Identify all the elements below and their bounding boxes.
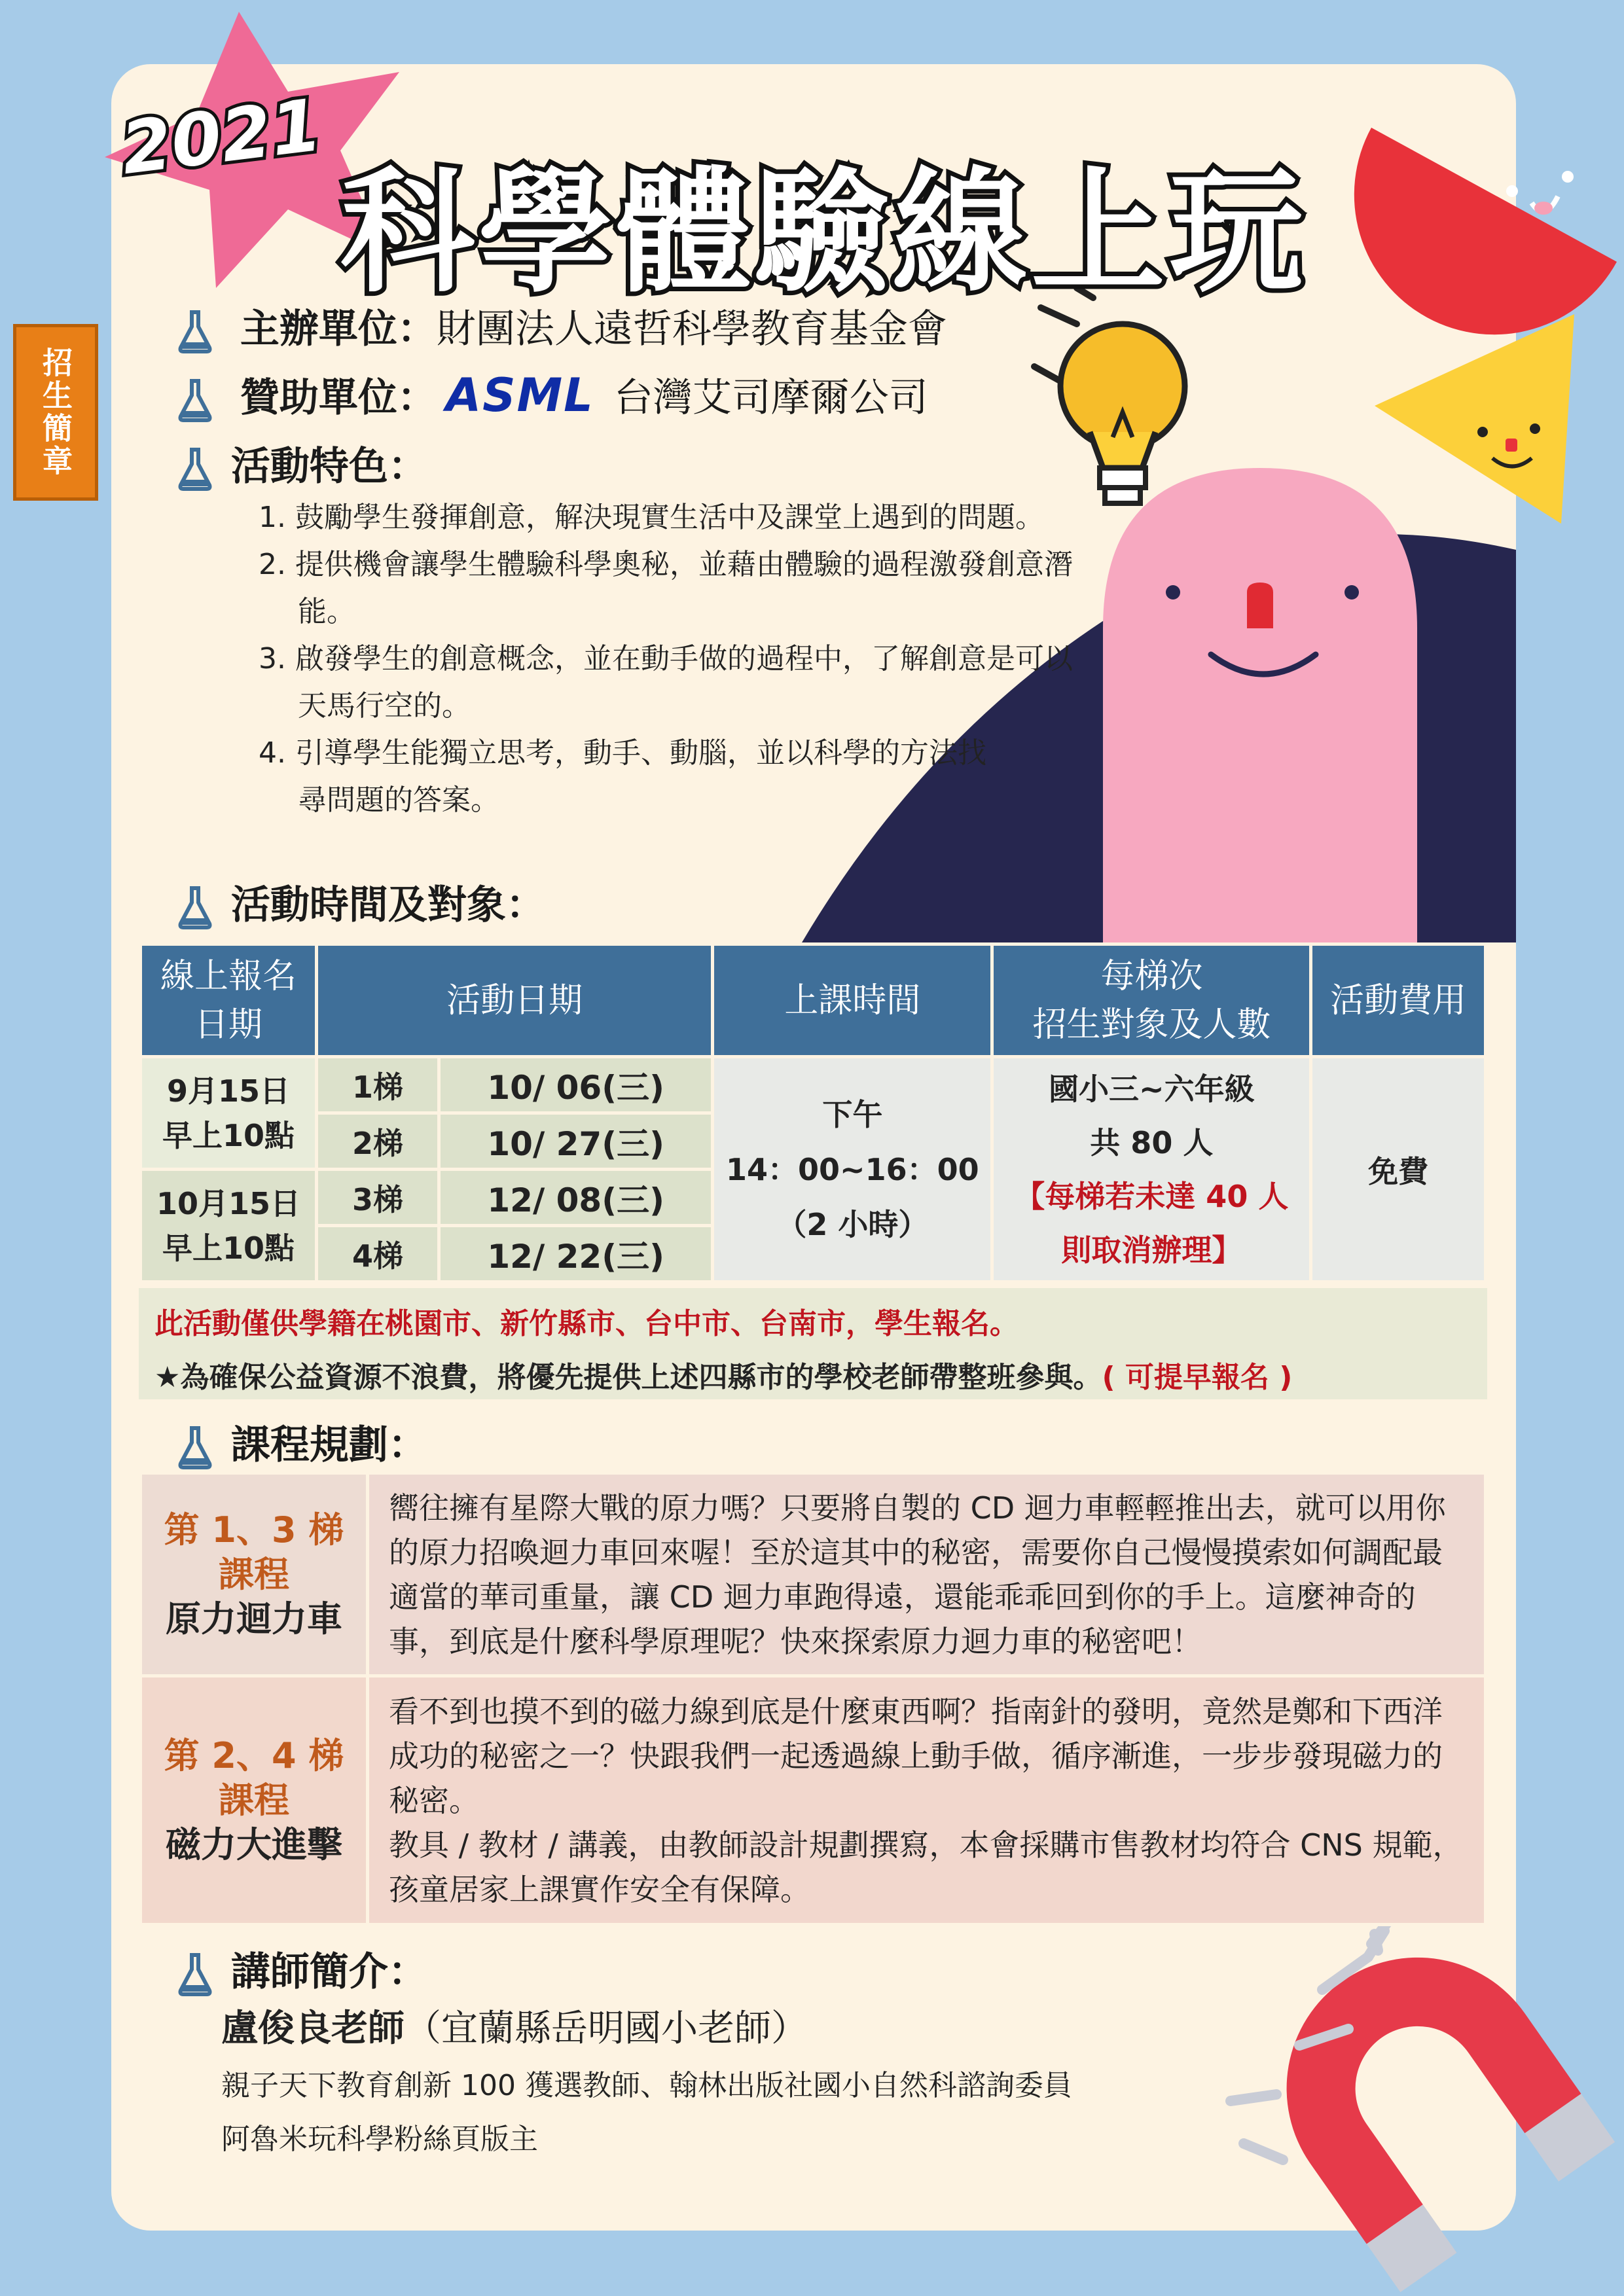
course-label: 第 2、4 梯 課程 磁力大進擊	[141, 1676, 368, 1925]
feature-item: 1. 鼓勵學生發揮創意，解決現實生活中及課堂上遇到的問題。	[259, 501, 1044, 534]
flask-icon	[177, 446, 213, 492]
schedule-heading-row	[177, 874, 545, 930]
yellow-triangle-face-icon	[1375, 314, 1574, 524]
sponsor-row	[177, 367, 928, 423]
course-row	[141, 1676, 1486, 1925]
title-year: 2021	[117, 82, 326, 191]
flask-icon	[177, 308, 213, 354]
flask-icon	[177, 884, 213, 930]
side-tab-label: 招生簡章	[38, 347, 73, 478]
header-target: 每梯次 招生對象及人數	[992, 944, 1311, 1057]
header-fee: 活動費用	[1311, 944, 1486, 1057]
batch-label: 3梯	[317, 1170, 439, 1226]
course-description: 嚮往擁有星際大戰的原力嗎？只要將自製的 CD 迴力車輕輕推出去，就可以用你的原力招喚迴力車回來喔！至於這其中的秘密，需要你自己慢慢摸索如何調配最適當的華司重量，讓 CD 迴力車跑得遠，還能乖乖回到你的手上。這麼神奇的事，到底是什麼科學原理呢？快來探索原力迴力車的秘密吧！	[368, 1473, 1486, 1676]
header-dates: 活動日期	[317, 944, 713, 1057]
instructor-heading-row	[177, 1941, 427, 1997]
table-header-row	[141, 944, 1486, 1057]
organizer-label: 主辦單位：	[240, 306, 437, 352]
asml-logo: ASML	[445, 368, 594, 422]
pink-character-icon	[1103, 468, 1417, 942]
class-time: 下午 14：00~16：00 （2 小時）	[713, 1057, 992, 1282]
schedule-heading: 活動時間及對象：	[230, 882, 545, 928]
face-eye-icon	[1506, 185, 1518, 197]
eligibility-note	[139, 1288, 1487, 1399]
horseshoe-magnet-icon	[1235, 1906, 1615, 2292]
instructor-line2: 阿魯米玩科學粉絲頁版主	[221, 2123, 538, 2156]
instructor-heading: 講師簡介：	[230, 1949, 427, 1995]
flask-icon	[177, 377, 213, 423]
light-bulb-icon	[1034, 288, 1185, 503]
red-semicircle-face-icon	[1354, 128, 1617, 334]
flask-icon	[177, 1424, 213, 1470]
face-eye-icon	[1562, 171, 1574, 183]
feature-item: 4. 引導學生能獨立思考，動手、動腦，並以科學的方法找尋問題的答案。	[259, 736, 986, 817]
instructor-line1: 親子天下教育創新 100 獲選教師、翰林出版社國小自然科諮詢委員	[221, 2069, 1072, 2102]
batch-label: 2梯	[317, 1113, 439, 1170]
sponsor-value: 台灣艾司摩爾公司	[613, 375, 928, 421]
registration-date-a: 9月15日 早上10點	[141, 1057, 317, 1170]
batch-date: 10/ 06(三)	[439, 1057, 713, 1113]
batch-label: 1梯	[317, 1057, 439, 1113]
batch-date: 12/ 08(三)	[439, 1170, 713, 1226]
courses-heading-row	[177, 1414, 427, 1470]
features-list	[259, 494, 1096, 824]
registration-date-b: 10月15日 早上10點	[141, 1170, 317, 1282]
sponsor-label: 贊助單位：	[240, 375, 437, 421]
header-time: 上課時間	[713, 944, 992, 1057]
organizer-row	[177, 298, 947, 354]
features-heading-row	[177, 435, 427, 492]
instructor-name: 盧俊良老師	[221, 2007, 405, 2050]
instructor-title: （宜蘭縣岳明國小老師）	[405, 2007, 808, 2050]
schedule-table	[139, 942, 1487, 1283]
organizer-value: 財團法人遠哲科學教育基金會	[436, 306, 947, 352]
batch-label: 4梯	[317, 1226, 439, 1282]
table-row	[141, 1057, 1486, 1113]
courses-table	[139, 1471, 1487, 1926]
fee-cell: 免費	[1311, 1057, 1486, 1282]
courses-heading: 課程規劃：	[230, 1422, 427, 1468]
header-registration: 線上報名 日期	[141, 944, 317, 1057]
feature-item: 3. 啟發學生的創意概念，並在動手做的過程中，了解創意是可以天馬行空的。	[259, 642, 1073, 723]
batch-date: 10/ 27(三)	[439, 1113, 713, 1170]
instructor-name-row	[221, 2000, 808, 2052]
face-nose-icon	[1534, 202, 1553, 215]
eligibility-note-line1: 此活動僅供學籍在桃園市、新竹縣市、台中市、台南市，學生報名。	[154, 1307, 1019, 1340]
side-tab	[13, 324, 98, 501]
course-row	[141, 1473, 1486, 1676]
batch-date: 12/ 22(三)	[439, 1226, 713, 1282]
target-cell: 國小三~六年級 共 80 人 【每梯若未達 40 人 則取消辦理】	[992, 1057, 1311, 1282]
eligibility-note-line2: ★為確保公益資源不浪費，將優先提供上述四縣市的學校老師帶整班參與。( 可提早報名 )	[154, 1361, 1293, 1394]
course-description: 看不到也摸不到的磁力線到底是什麼東西啊？指南針的發明，竟然是鄭和下西洋成功的秘密之一？快跟我們一起透過線上動手做，循序漸進，一步步發現磁力的秘密。 教具 / 教材 / 講義，由教師設計規劃撰寫，本會採購市售教材均符合 CNS 規範，孩童居家上課實作安全有保障。	[368, 1676, 1486, 1925]
course-label: 第 1、3 梯 課程 原力迴力車	[141, 1473, 368, 1676]
features-heading: 活動特色：	[230, 444, 427, 490]
flask-icon	[177, 1951, 213, 1997]
page-title: 科學體驗線上玩	[340, 155, 1307, 311]
feature-item: 2. 提供機會讓學生體驗科學奧秘，並藉由體驗的過程激發創意潛能。	[259, 548, 1073, 628]
